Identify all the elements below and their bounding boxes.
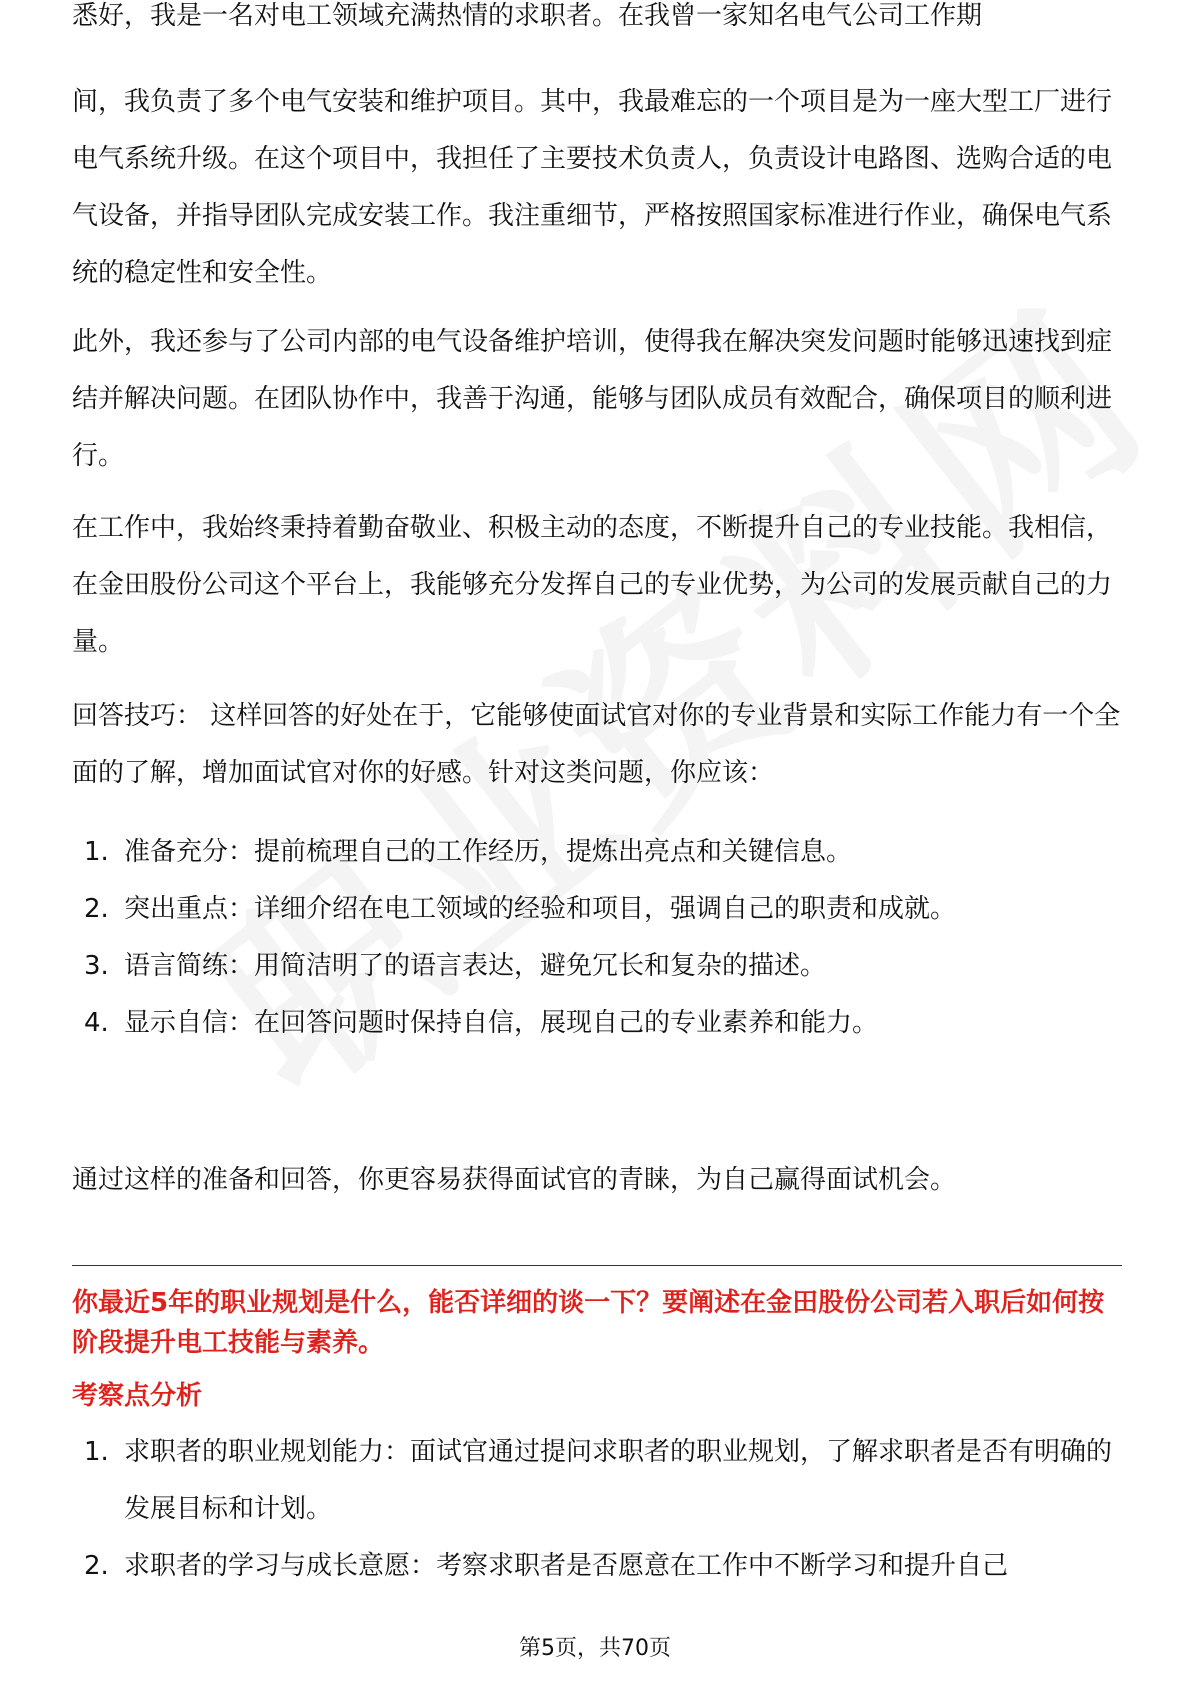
paragraph-training: 此外，我还参与了公司内部的电气设备维护培训，使得我在解决突发问题时能够迅速找到症结并解决问题。在团队协作中，我善于沟通，能够与团队成员有效配合，确保项目的顺利进行。 [72, 327, 1113, 471]
list-item [72, 881, 1122, 938]
list-number: 2. [84, 894, 109, 924]
analysis-list [72, 1424, 1122, 1595]
paragraph-experience: 间，我负责了多个电气安装和维护项目。其中，我最难忘的一个项目是为一座大型工厂进行电气系统升级。在这个项目中，我担任了主要技术负责人，负责设计电路图、选购合适的电气设备，并指导团队完成安装工作。我注重细节，严格按照国家标准进行作业，确保电气系统的稳定性和安全性。 [72, 87, 1113, 288]
section-divider [72, 1265, 1122, 1266]
list-number: 2. [84, 1551, 109, 1581]
list-number: 1. [84, 1437, 109, 1467]
list-text: 准备充分：提前梳理自己的工作经历，提炼出亮点和关键信息。 [124, 837, 853, 867]
list-item [72, 1424, 1122, 1538]
list-text: 显示自信：在回答问题时保持自信，展现自己的专业素养和能力。 [124, 1008, 879, 1038]
cut-off-line-text: 悉好，我是一名对电工领域充满热情的求职者。在我曾一家知名电气公司工作期 [72, 1, 983, 31]
list-number: 4. [84, 1008, 109, 1038]
question-heading: 你最近5年的职业规划是什么，能否详细的谈一下？要阐述在金田股份公司若入职后如何按阶段提升电工技能与素养。 [72, 1288, 1105, 1358]
list-item [72, 824, 1122, 881]
list-item [72, 1538, 1122, 1595]
list-text: 突出重点：详细介绍在电工领域的经验和项目，强调自己的职责和成就。 [124, 894, 957, 924]
list-number: 3. [84, 951, 109, 981]
tips-list [72, 824, 1122, 1052]
paragraph-closing: 通过这样的准备和回答，你更容易获得面试官的青睐，为自己赢得面试机会。 [72, 1165, 957, 1195]
paragraph-attitude: 在工作中，我始终秉持着勤奋敬业、积极主动的态度，不断提升自己的专业技能。我相信，在金田股份公司这个平台上，我能够充分发挥自己的专业优势，为公司的发展贡献自己的力量。 [72, 513, 1113, 657]
list-item [72, 938, 1122, 995]
page-number: 第5页，共70页 [519, 1636, 671, 1661]
list-text: 求职者的职业规划能力：面试官通过提问求职者的职业规划，了解求职者是否有明确的发展目标和计划。 [124, 1437, 1113, 1524]
section-heading: 考察点分析 [72, 1381, 203, 1411]
cut-off-line [72, 1, 1122, 60]
paragraph-answer-tips: 回答技巧： 这样回答的好处在于，它能够使面试官对你的专业背景和实际工作能力有一个全面的了解，增加面试官对你的好感。针对这类问题，你应该： [72, 701, 1121, 788]
list-text: 求职者的学习与成长意愿：考察求职者是否愿意在工作中不断学习和提升自己 [124, 1551, 1009, 1581]
list-number: 1. [84, 837, 109, 867]
list-text: 语言简练：用简洁明了的语言表达，避免冗长和复杂的描述。 [124, 951, 827, 981]
list-item [72, 995, 1122, 1052]
